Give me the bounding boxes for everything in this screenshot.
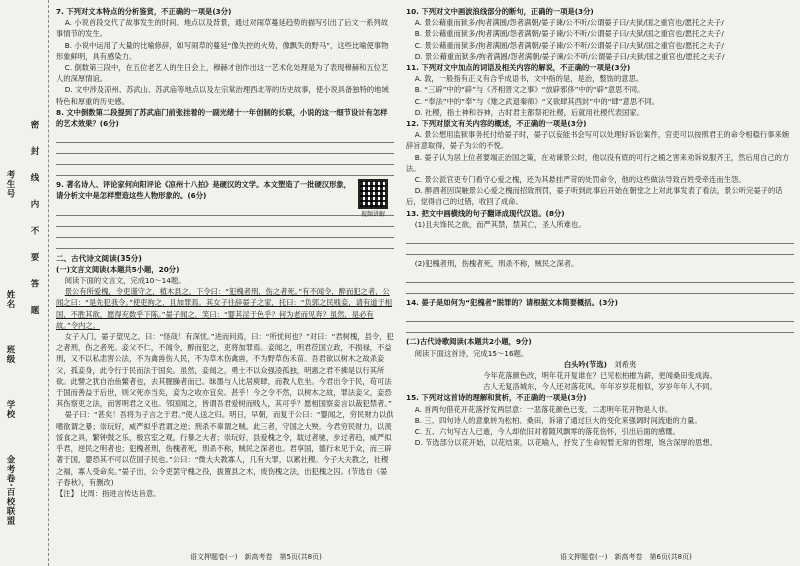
q7-option-d: D. 文中涉及凉州、苏武山、苏武庙等地点以及左宗棠治理西北等的历史故事，使小说具备独特的地域特色和厚重的历史感。: [56, 85, 389, 106]
q13-part-1: (1)且夫饰民之欲，而严其禁，禁其亡，圣人所难也。: [414, 219, 586, 229]
question-8: 8. 文中倒数第二段提到了苏武庙门前张挂着的一副光绪十一年创制的长联，小说的这一细节设计有怎样的艺术效果？(6分): [56, 107, 388, 129]
poem-line: 今年花落颜色改，明年花开复谁在？已见松柏摧为薪，更闻桑田变成海。: [483, 371, 717, 381]
q10-option-c: C. 景公藉重而狱多/拘者满圄/怨者满朝/晏子谏/公不听/公谓晏子曰/夫狱/国之重官也/愿托之夫子/: [414, 40, 724, 50]
section-2-title: 二、古代诗文阅读(35分): [56, 253, 142, 263]
q12-option-d: D. 醉酒者因误触景公心爱之槐而招致刑罚，晏子听到此事后开始在朝堂之上对此事发表了看法，景公听完晏子的话后，觉得自己的过错，收回了成命。: [406, 186, 783, 207]
answer-lines-13-1[interactable]: [406, 233, 794, 255]
answer-lines-14[interactable]: [406, 311, 794, 333]
q10-option-a: A. 景公藉重而狱多/拘者满圄/怨者满朝/晏子谏/公不听/公谓晏子曰/夫狱/国之重官也/愿托之夫子/: [414, 18, 724, 28]
subsection-2-intro: 阅读下面这首诗，完成15～16题。: [414, 348, 529, 358]
number-label: 考生号: [5, 170, 15, 199]
passage-note: 【注】 比周：指进言传达旨意。: [56, 488, 161, 498]
subsection-1-intro: 阅读下面的文言文，完成10～14题。: [64, 276, 186, 286]
q7-option-b: B. 小说中运用了大量的比喻修辞，如写闹草的蔓延“像失控的火势，像飘失的野马”，这些比喻使事物形象鲜明，具有感染力。: [56, 40, 389, 61]
poem-heading: [406, 359, 794, 370]
question-9: 9. 著名诗人、评论家何向阳评论《凉州十八拍》是硬汉的文学。本文塑造了一批硬汉形象，请分析文中是怎样塑造这些人物形象的。(6分): [56, 180, 351, 201]
q12-option-b: B. 晏子认为居上位者要端正治国之策，在劝谏景公时，他以没有底的可行之桶之害来劝诉说服齐王，然后用自己的方法。: [406, 152, 790, 173]
q10-option-d: D. 景公藉重而狱多/拘者满圄/怨者满朝/晏子谏/公不听/公谓晏子曰/夫狱/国之重官也/愿托之夫子/: [414, 51, 725, 61]
answer-lines-8[interactable]: [56, 132, 394, 176]
q15-option-b: B. 三、四句诗人的意象转为松柏、桑田，诉诸了通过巨大的变化来强调时间流逝的力量。: [414, 415, 702, 425]
answer-lines-9[interactable]: [56, 205, 394, 249]
question-10: 10. 下列对文中画波浪线部分的断句，正确的一项是(3分): [406, 7, 594, 16]
q11-option-a: A. 敦，一般指有正义有合乎成语书，文中指的是，是治，整饬的意思。: [414, 74, 644, 84]
q7-option-c: C. 倒数第三段中，在五位老艺人的生日会上，穆赫才创作出这一艺术化处理是为了表现穆赫和五位艺人的深厚情谊。: [56, 63, 389, 84]
question-11: 11. 下列对文中加点的词语及相关内容的解说，不正确的一项是(3分): [406, 63, 631, 73]
question-13: 13. 把文中画横线的句子翻译成现代汉语。(8分): [406, 208, 565, 218]
q12-option-a: A. 景公想用监狱事务托付给晏子时，晏子以妄能书会写可以处理好诉讼案件，官吏可以按照君王的命令相稳行事来婉辞旨意取得，晏子为公的不悦。: [406, 130, 790, 151]
poem-title: 白头吟(节选): [563, 359, 607, 369]
footer-left: 语文押题卷(一) 新高考卷 第5页(共8页): [190, 553, 322, 561]
question-7: 7. 下列对文本特点的分析鉴赏，不正确的一项是(3分): [56, 7, 232, 16]
q15-option-c: C. 五、六句写古人已逝，今人却依旧对着随风飘零的落花伤怀，引出后面的感慨。: [414, 427, 680, 437]
passage-paragraph: 女子入门，晏子望见之，曰：“怪哉！有深忧。”进而问焉，曰：“所忧何也？”对曰：“君树槐，县令，犯之者刑，伤之者死。妾父不仁，不闻令，醉而犯之，吏将加罪焉。妾闻之，明君莅国立政，不损禄，不益刑，又不以私恚害公法，不为禽兽伤人民，不为草木伤禽兽，不为野草伤禾苗。吾君欲以树木之故杀妾父，孤妾身，此令行于民而法于国矣。虽然，妾闻之，勇士不以众强凌孤独，明惠之君不拂是以行其所欲。此譬之犹自治鱼鳖者也，去其腥臊者而已。昧墨与人比居庾肆，而教人危坐。今君出令于民，苟可法于国而善益于后世，则父死亦当矣，妾为之收亦宜矣。甚乎！今之令不然，以树木之故，罪法妾父，妾恐其伤察吏之法，而害明君之义也。邻国闻之，皆谓吾君爱树而贱人，其可乎？愿相国察妾言以裁犯禁者。”: [56, 332, 394, 409]
binding-margin: [0, 0, 49, 566]
poem-line: 古人无复洛城东，今人还对落花风。年年岁岁花相似，岁岁年年人不同。: [483, 382, 717, 392]
question-12: 12. 下列对原文有关内容的概述，不正确的一项是(3分): [406, 119, 587, 129]
q11-option-c: C. “奉法”中的“奉”与《雉之武退秦师》“又欲肆其西封”中的“肆”意思不同。: [414, 96, 660, 106]
q15-option-a: A. 首两句借花开花落抒发两层意：一悲落花颜色已变，二悲明年花开物是人非。: [414, 404, 673, 414]
class-label: 班级: [5, 345, 15, 364]
q11-option-b: B. “三辟”中的“辟”与《齐相晋文之事》“放辟邪侈”中的“辟”意思不同。: [414, 85, 645, 95]
poem-author: 刘希夷: [614, 359, 637, 369]
passage-paragraph: 晏子曰：“甚矣！吾将为子言之于君。”使人送之归。明日，早朝，而复于公曰：“婴闻之，穷民财力以供嗜欲谓之暴；崇玩好，威严拟乎君谓之逆；刑杀不辜谓之贼。此三者，守国之大殃。今君穷民财力，以羡馁食之具，繁钟鼓之乐，极宫室之观，行暴之大者；崇玩好，县爱槐之令，载过者驰，步过者趋，威严拟乎君，逆民之明者也；犯槐者刑，伤槐者死，刑杀不称，贼民之深者也。君享国，德行未见于众，而三辟著于国，婴恐其不可以莅国子民也。”公曰：“微大夫教寡人，几有大罪，以累社稷。今子大夫教之，社稷之福，寡人受命矣。”晏子出，公令吏罢守槐之役，拔置县之木，废伤槐之法，出犯槐之囚。(节选自《晏子春秋》，有删改): [56, 410, 394, 487]
q15-option-d: D. 节选部分以花开始，以花结束，以花喻人，抒发了生命短暂无常的哲理，饱含深厚的思想。: [414, 438, 717, 448]
answer-lines-13-2[interactable]: [406, 272, 794, 294]
right-column: [406, 6, 794, 449]
qr-code[interactable]: [358, 179, 388, 220]
passage-paragraph: 景公有所爱槐，令吏谨守之，植木县之，下令曰：“犯槐者刑，伤之者死。”有不闻令，醉而犯之者，公闻之曰：“是先犯我令。”使吏拘之，且加罪焉。其女子往辞晏子之家，托曰：“负郭之民贱妾，请有道于相国，不胜其欲，愿得充数乎下陈。”晏子闻之，笑曰：“婴其淫于色乎？何为老而见奔？虽然，是必有故。”令内之。: [56, 287, 393, 330]
school-label: 学校: [5, 400, 15, 419]
q13-part-2: (2)犯槐者刑，伤槐者死，刑杀不称，贼民之深者。: [414, 259, 579, 269]
union-label: 金考卷·百校联盟: [5, 455, 15, 526]
q7-option-a: A. 小说首段交代了故事发生的时间、地点以及背景，通过对闹草蔓延趋势的描写引出了后文一系列故事情节的发生。: [56, 18, 389, 39]
left-column: [56, 6, 394, 499]
question-15: 15. 下列对这首诗的理解和赏析，不正确的一项是(3分): [406, 393, 587, 403]
subsection-1-title: (一)文言文阅读(本题共5小题，20分): [56, 264, 180, 274]
qr-label: 视频讲解: [360, 211, 385, 219]
qr-icon: [358, 179, 388, 209]
q12-option-c: C. 景公派官吏专门看守心爱之槐，还为其悬挂严苛的处罚命令，他的这些做法导致百姓受牵连而生怨。: [414, 175, 746, 185]
q11-option-d: D. 社稷，指土神和谷神，古时君主都祭祀社稷，后就用社稷代表国家。: [414, 107, 644, 117]
name-label: 姓名: [5, 290, 15, 309]
footer-right: 语文押题卷(一) 新高考卷 第6页(共8页): [560, 553, 692, 561]
seal-text: 密封线内不要答题: [29, 120, 39, 332]
question-14: 14. 晏子是如何为“犯槐者”脱罪的？请根据文本简要概括。(3分): [406, 298, 618, 308]
subsection-2-title: (二)古代诗歌阅读(本题共2小题，9分): [406, 337, 532, 347]
q10-option-b: B. 景公藉重而狱多/拘者满圄/怨者满朝/晏子谏/公不听/公谓晏子曰/夫狱/国之重官也/愿托之夫子/: [414, 29, 724, 39]
